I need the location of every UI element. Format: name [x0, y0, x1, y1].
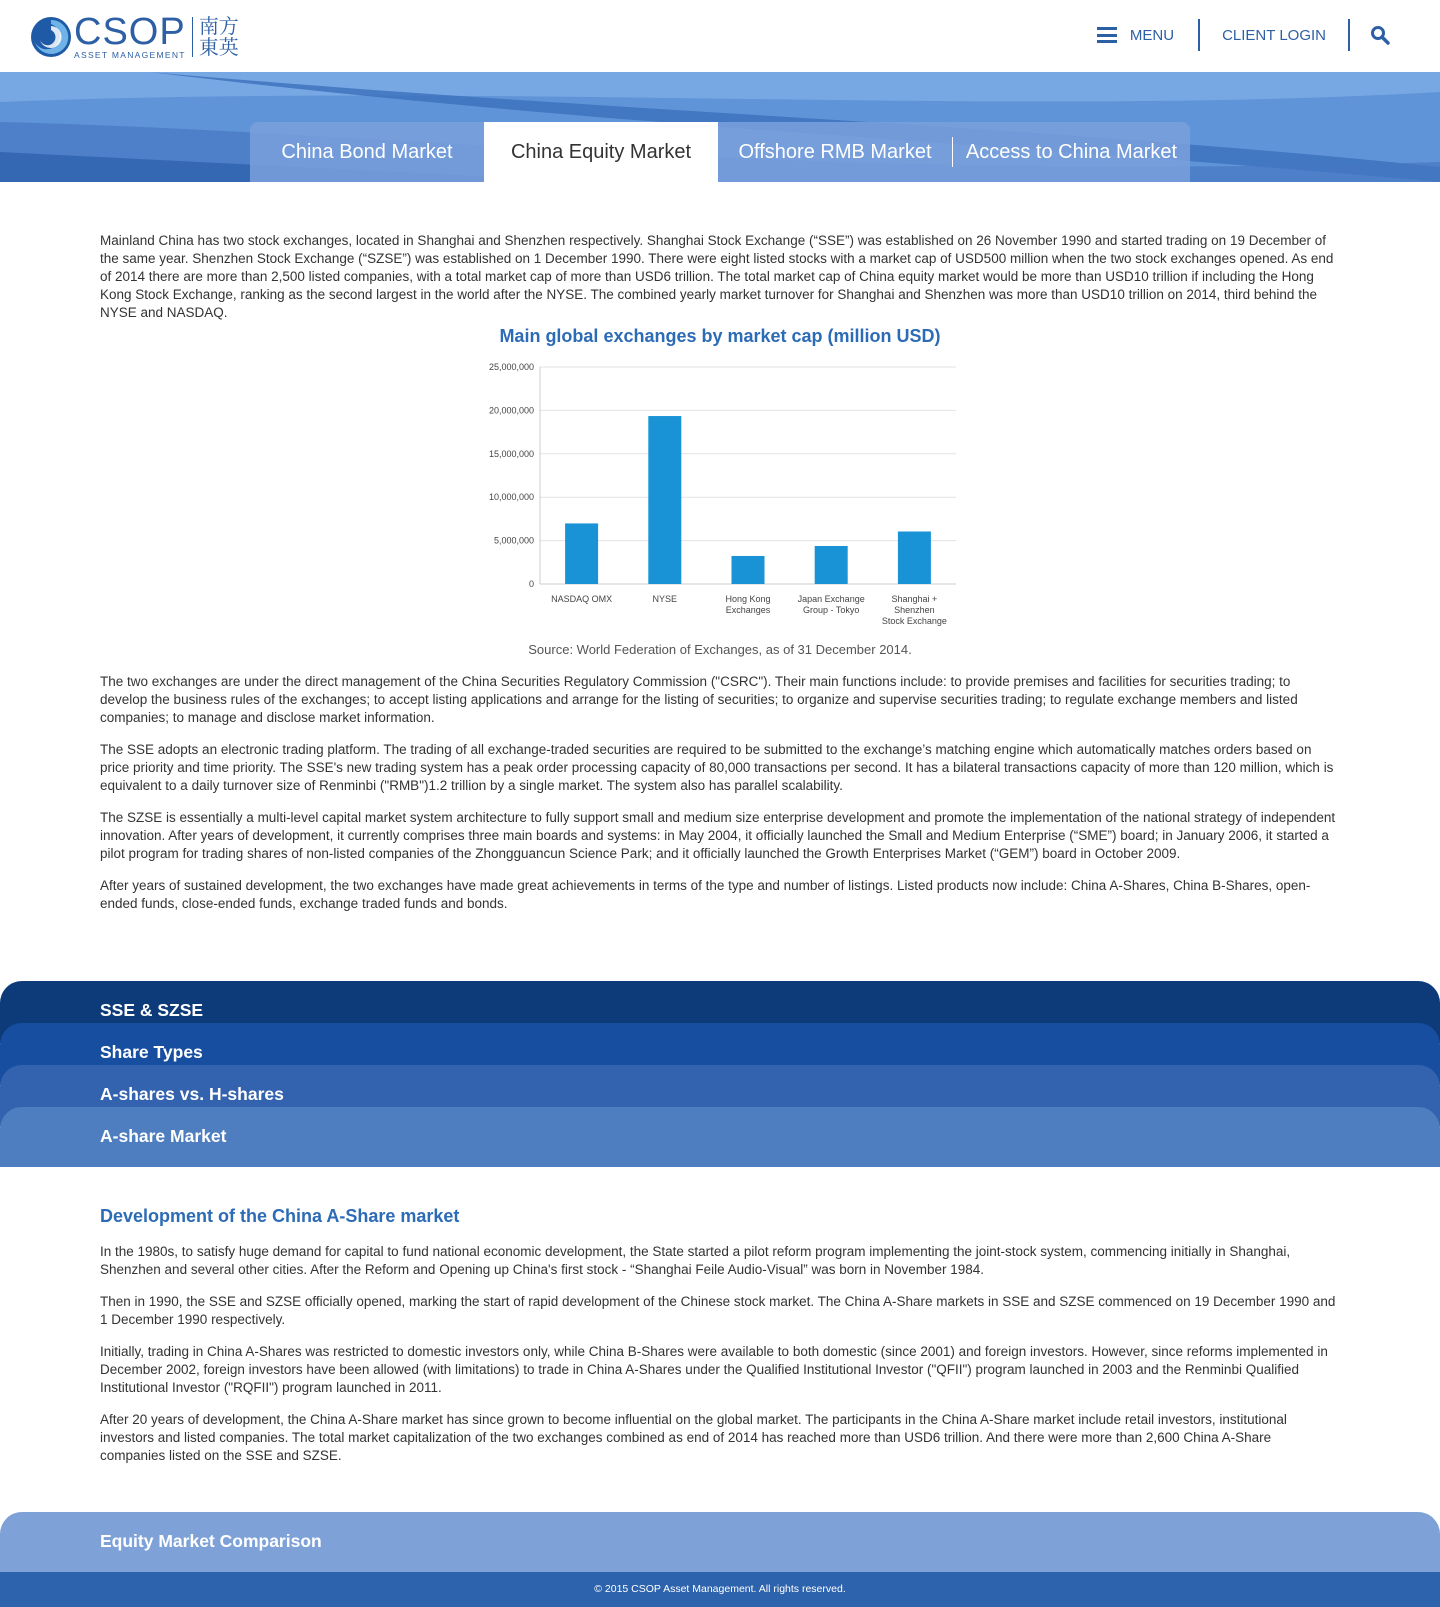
a-share-title: Development of the China A-Share market: [100, 1206, 460, 1226]
paragraph-listings: After years of sustained development, the two exchanges have made great achievements in terms of the type and number of listings. Listed products now include: China A-Shares, China B-Shares, open-ended funds, close-ended funds, exchange traded funds and bonds.: [100, 878, 1311, 911]
bar: [732, 556, 765, 584]
chart-title: Main global exchanges by market cap (million USD): [499, 326, 941, 346]
tab-china-equity-market[interactable]: China Equity Market: [484, 122, 718, 182]
market-tabs: [250, 122, 1190, 182]
logo-divider: [192, 17, 193, 57]
x-tick-label: NYSE: [652, 594, 678, 604]
a-share-paragraph: Then in 1990, the SSE and SZSE officially opened, marking the start of rapid development of the Chinese stock market. The China A-Share markets in SSE and SZSE commenced on 19 December 1990 and 1 December 1990 respectively.: [100, 1294, 1336, 1327]
a-share-paragraph: In the 1980s, to satisfy huge demand for capital to fund national economic development, the State started a pilot reform program implementing the joint-stock system, commencing initially in Shanghai, Shenzhen and several other cities. After the Reform and Opening up China's first stock - “Shanghai Feile Audio-Visual” was born in November 1984.: [100, 1244, 1291, 1277]
paragraph-sse-trading: The SSE adopts an electronic trading platform. The trading of all exchange-traded securities are required to be submitted to the exchange’s matching engine which automatically matches orders based on price priority and time priority. The SSE's new trading system has a peak order processing capacity of 80,000 transactions per second. It has a bilateral transactions capacity of more than 120 million, which is equivalent to a daily turnover size of Renminbi ("RMB")1.2 trillion by a single market. The system also has parallel scalability.: [100, 742, 1334, 793]
x-tick-label: Exchanges: [725, 605, 771, 615]
accordion-a-share-market[interactable]: [0, 1107, 1440, 1167]
logo-cn-line2: 東英: [198, 35, 239, 59]
a-share-section: [100, 1206, 1340, 1479]
bar: [565, 523, 598, 584]
y-tick-label: 15,000,000: [488, 448, 534, 459]
logo-cn-line1: 南方: [198, 14, 239, 38]
site-footer: © 2015 CSOP Asset Management. All rights reserved.: [0, 1572, 1440, 1607]
bar: [648, 416, 681, 584]
search-icon: [1370, 25, 1390, 45]
y-tick-label: 5,000,000: [493, 535, 534, 546]
bar: [898, 531, 931, 584]
intro-paragraph: Mainland China has two stock exchanges, located in Shanghai and Shenzhen respectively. Shanghai Stock Exchange (“SSE”) was established on 26 November 1990 and started trading on 19 December of the same year. Shenzhen Stock Exchange (“SZSE”) was established on 1 December 1990. There were eight listed stocks with a market cap of USD500 million when the two stock exchanges opened. As end of 2014 there are more than 2,500 listed companies, with a total market cap of more than USD6 trillion. The total market cap of China equity market would be more than USD10 trillion if including the Hong Kong Stock Exchange, ranking as the second largest in the world after the NYSE. The combined yearly market turnover for Shanghai and Shenzhen was more than USD10 trillion on 2014, third behind the NYSE and NASDAQ.: [100, 233, 1334, 320]
accordion-label: SSE & SZSE: [100, 1000, 204, 1020]
market-cap-bar-chart: [470, 355, 970, 633]
x-tick-label: Stock Exchange: [881, 616, 947, 626]
accordion-label: A-shares vs. H-shares: [100, 1084, 284, 1104]
y-tick-label: 0: [528, 579, 534, 589]
accordion-label: Equity Market Comparison: [100, 1531, 322, 1551]
site-header: [0, 0, 1440, 72]
bar: [815, 546, 848, 584]
x-tick-label: Japan Exchange: [797, 594, 865, 604]
exchanges-description: [100, 673, 1340, 927]
y-tick-label: 25,000,000: [488, 362, 534, 372]
hamburger-icon: [1097, 27, 1117, 43]
logo-csop-text: CSOP: [74, 10, 186, 53]
logo-chinese: [199, 16, 239, 58]
search-button[interactable]: [1350, 25, 1390, 45]
paragraph-szse: The SZSE is essentially a multi-level capital market system architecture to fully support small and medium size enterprise development and promote the implementation of the national strategy of independent innovation. After years of development, it currently comprises three main boards and systems: in May 2004, it officially launched the Small and Medium Enterprise (“SME”) board; in January 2006, it started a pilot program for trading shares of non-listed companies of the Zhongguancun Science Park; and it officially launched the Growth Enterprises Market (“GEM”) board in October 2009.: [100, 810, 1336, 861]
tab-china-bond-market[interactable]: China Bond Market: [281, 140, 453, 163]
menu-button[interactable]: [1097, 27, 1198, 44]
x-tick-label: NASDAQ OMX: [551, 594, 613, 604]
accordion-label: A-share Market: [100, 1126, 227, 1146]
hero-banner: [0, 72, 1440, 182]
tab-offshore-rmb-market[interactable]: Offshore RMB Market: [738, 140, 932, 163]
top-nav: [1097, 18, 1390, 52]
swirl-logo-icon: [30, 16, 72, 58]
a-share-paragraph: Initially, trading in China A-Shares was restricted to domestic investors only, while China B-Shares were available to both domestic (since 2001) and foreign investors. However, since reforms implemented in December 2002, foreign investors have been allowed (with limitations) to trade in China A-Shares under the Qualified Institutional Investor ("QFII") program launched in 2003 and the Renminbi Qualified Institutional Investor ("RQFII") program launched in 2011.: [100, 1344, 1328, 1395]
a-share-paragraph: After 20 years of development, the China A-Share market has since grown to become influential on the global market. The participants in the China A-Share market include retail investors, institutional investors and listed companies. The total market capitalization of the two exchanges combined as end of 2014 has reached more than USD6 trillion. And there were more than 2,600 China A-Share companies listed on the SSE and SZSE.: [100, 1412, 1287, 1463]
x-tick-label: Group - Tokyo: [803, 605, 860, 615]
x-tick-label: Shanghai +: [891, 594, 938, 604]
csop-logo[interactable]: [30, 10, 239, 60]
client-login-button[interactable]: CLIENT LOGIN: [1222, 26, 1326, 44]
y-tick-label: 10,000,000: [488, 492, 534, 503]
x-tick-label: Hong Kong: [725, 594, 771, 604]
intro-section: [100, 232, 1340, 336]
accordion-label: Share Types: [100, 1042, 203, 1062]
tab-access-to-china-market[interactable]: Access to China Market: [965, 140, 1178, 163]
chart-source: Source: World Federation of Exchanges, as of 31 December 2014.: [528, 642, 912, 657]
y-tick-label: 20,000,000: [488, 405, 534, 416]
menu-label: MENU: [1129, 26, 1175, 44]
x-tick-label: Shenzhen: [894, 605, 935, 615]
logo-wordmark: [74, 10, 186, 60]
paragraph-csrc: The two exchanges are under the direct management of the China Securities Regulatory Commission ("CSRC"). Their main functions include: to provide premises and facilities for securities trading; to develop the business rules of the exchanges; to accept listing applications and arrange for the listing of securities; to organize and supervise securities trading; to regulate exchange members and listed companies; to manage and disclose market information.: [100, 674, 1298, 725]
accordion-equity-market-comparison[interactable]: [0, 1512, 1440, 1574]
logo-subtitle: ASSET MANAGEMENT: [74, 49, 186, 60]
